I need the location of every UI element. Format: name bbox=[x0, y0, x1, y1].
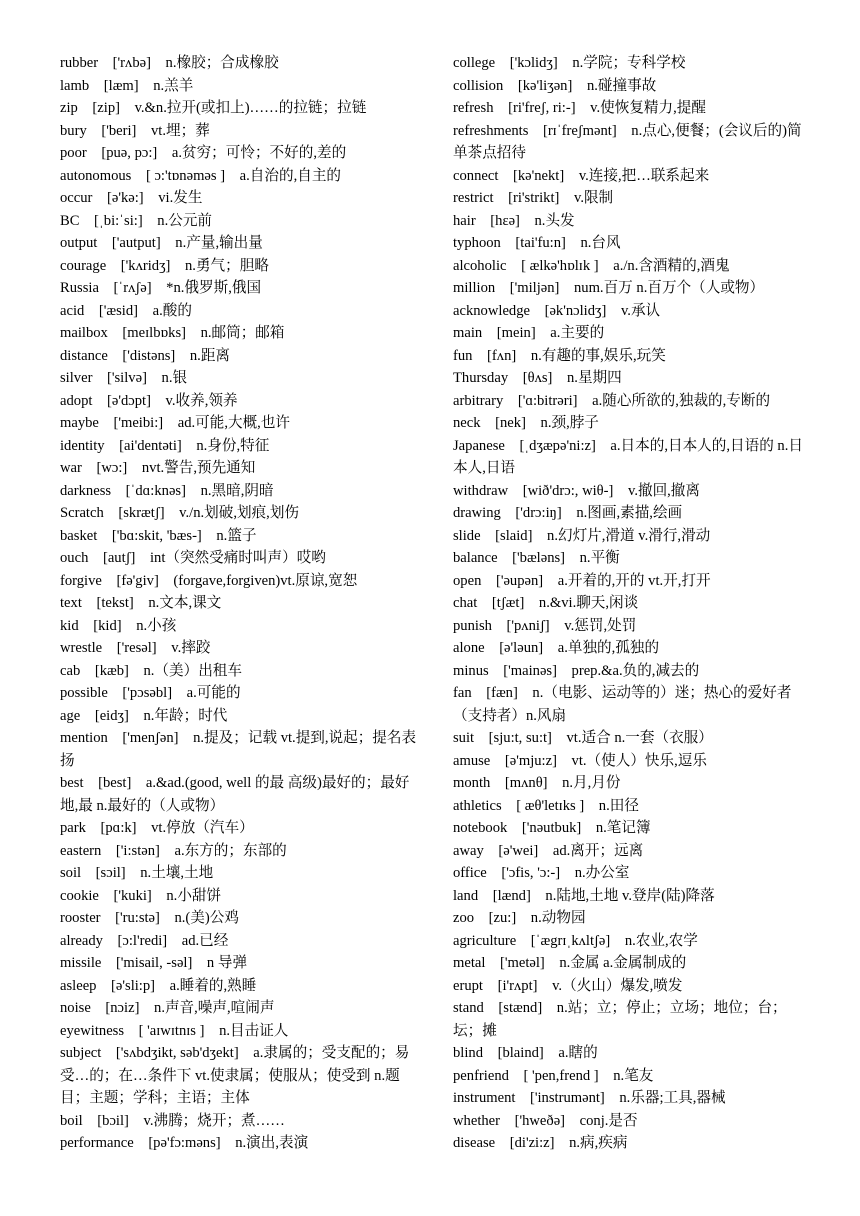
vocab-entry: away [ə'wei] ad.离开；远离 bbox=[453, 842, 644, 859]
vocab-entry: war [wɔ:] nvt.警告,预先通知 bbox=[60, 460, 256, 476]
vocab-entry: rubber ['rʌbə] n.橡胶；合成橡胶 bbox=[60, 55, 279, 71]
vocab-entry: acknowledge [ək'nɔlidʒ] v.承认 bbox=[453, 302, 661, 319]
vocab-entry: ouch [autʃ] int（突然受痛时叫声）哎哟 bbox=[60, 550, 326, 566]
vocab-entry: alone [ə'ləun] a.单独的,孤独的 bbox=[453, 640, 660, 656]
right-column bbox=[453, 52, 815, 1155]
vocab-entry: metal ['metəl] n.金属 a.金属制成的 bbox=[453, 955, 687, 971]
vocab-entry: suit [sju:t, su:t] vt.适合 n.一套（衣服） bbox=[453, 730, 713, 746]
vocab-entry: erupt [i'rʌpt] v.（火山）爆发,喷发 bbox=[453, 977, 683, 994]
vocab-entry: hair [hεə] n.头发 bbox=[453, 212, 575, 229]
vocab-entry: alcoholic [ ælkə'hɒlɪk ] a./n.含酒精的,酒鬼 bbox=[453, 257, 730, 274]
vocab-entry: forgive [fə'giv] (forgave,forgiven)vt.原谅,宽恕 bbox=[60, 572, 358, 589]
vocab-entry: eastern ['i:stən] a.东方的；东部的 bbox=[60, 842, 287, 859]
vocab-entry: cab [kæb] n.（美）出租车 bbox=[60, 662, 242, 679]
vocab-entry: minus ['mainəs] prep.&a.负的,减去的 bbox=[453, 662, 700, 679]
vocab-entry: penfriend [ 'pen,frend ] n.笔友 bbox=[453, 1067, 654, 1084]
vocab-entry: park [pɑ:k] vt.停放（汽车） bbox=[60, 820, 254, 836]
vocab-entry: neck [nek] n.颈,脖子 bbox=[453, 415, 599, 431]
vocab-entry: courage ['kʌridʒ] n.勇气；胆略 bbox=[60, 257, 269, 274]
vocab-entry: college ['kɔlidʒ] n.学院；专科学校 bbox=[453, 55, 686, 71]
vocab-entry: mention ['menʃən] n.提及；记载 vt.提到,说起；提名表扬 bbox=[60, 730, 417, 769]
vocab-entry: drawing ['drɔ:iŋ] n.图画,素描,绘画 bbox=[453, 505, 683, 521]
vocab-entry: stand [stænd] n.站；立；停止；立场；地位；台；坛；摊 bbox=[453, 1000, 787, 1039]
vocab-entry: possible ['pɔsəbl] a.可能的 bbox=[60, 685, 241, 701]
vocab-entry: month [mʌnθ] n.月,月份 bbox=[453, 775, 621, 791]
vocab-entry: whether ['hweðə] conj.是否 bbox=[453, 1112, 638, 1129]
vocab-entry: notebook ['nəutbuk] n.笔记簿 bbox=[453, 820, 651, 836]
left-column bbox=[60, 52, 422, 1155]
vocab-entry: BC [ˌbi:ˈsi:] n.公元前 bbox=[60, 212, 213, 229]
vocab-entry: Thursday [θʌs] n.星期四 bbox=[453, 370, 622, 386]
vocab-entry: refresh [ri'freʃ, ri:-] v.使恢复精力,提醒 bbox=[453, 100, 706, 116]
vocab-entry: slide [slaid] n.幻灯片,滑道 v.滑行,滑动 bbox=[453, 527, 711, 544]
vocab-entry: soil [sɔil] n.土壤,土地 bbox=[60, 865, 214, 881]
vocab-entry: lamb [læm] n.羔羊 bbox=[60, 77, 194, 94]
vocab-entry: million ['miljən] num.百万 n.百万个（人或物） bbox=[453, 280, 765, 296]
vocab-entry: wrestle ['resəl] v.摔跤 bbox=[60, 640, 211, 656]
vocab-entry: withdraw [wið'drɔ:, wiθ-] v.撤回,撤离 bbox=[453, 482, 700, 499]
vocab-entry: office ['ɔfis, 'ɔ:-] n.办公室 bbox=[453, 865, 630, 881]
vocab-entry: asleep [ə'sli:p] a.睡着的,熟睡 bbox=[60, 977, 257, 994]
vocab-entry: basket ['bɑ:skit, 'bæs-] n.篮子 bbox=[60, 527, 257, 544]
vocab-entry: zip [zip] v.&n.拉开(或扣上)……的拉链；拉链 bbox=[60, 100, 367, 116]
vocab-entry: mailbox [meɪlbɒks] n.邮筒；邮箱 bbox=[60, 325, 285, 341]
vocab-entry: zoo [zu:] n.动物园 bbox=[453, 910, 586, 926]
vocab-entry: text [tekst] n.文本,课文 bbox=[60, 595, 222, 611]
vocab-entry: Scratch [skrætʃ] v./n.划破,划痕,划伤 bbox=[60, 505, 300, 521]
vocab-entry: agriculture [ˈægrɪˌkʌltʃə] n.农业,农学 bbox=[453, 932, 698, 949]
vocab-entry: identity [ai'dentəti] n.身份,特征 bbox=[60, 437, 270, 454]
vocab-entry: noise [nɔiz] n.声音,噪声,喧闹声 bbox=[60, 1000, 275, 1016]
vocab-entry: darkness [ˈdɑ:knəs] n.黑暗,阴暗 bbox=[60, 482, 274, 499]
vocab-entry: connect [kə'nekt] v.连接,把…联系起来 bbox=[453, 167, 710, 184]
vocab-entry: fun [fʌn] n.有趣的事,娱乐,玩笑 bbox=[453, 347, 666, 364]
vocab-entry: cookie ['kuki] n.小甜饼 bbox=[60, 887, 222, 904]
vocab-entry: already [ɔ:l'redi] ad.已经 bbox=[60, 932, 229, 949]
vocab-entry: amuse [ə'mju:z] vt.（使人）快乐,逗乐 bbox=[453, 752, 707, 769]
vocab-entry: Russia [ˈrʌʃə] *n.俄罗斯,俄国 bbox=[60, 280, 262, 296]
vocab-entry: age [eidʒ] n.年龄；时代 bbox=[60, 707, 228, 724]
vocab-entry: occur [ə'kə:] vi.发生 bbox=[60, 190, 203, 206]
vocab-entry: missile ['misail, -səl] n 导弹 bbox=[60, 955, 248, 971]
vocab-entry: typhoon [tai'fu:n] n.台风 bbox=[453, 235, 621, 251]
vocab-entry: bury ['beri] vt.埋；葬 bbox=[60, 122, 210, 139]
vocab-entry: collision [kə'liʒən] n.碰撞事故 bbox=[453, 77, 657, 94]
vocab-entry: distance ['distəns] n.距离 bbox=[60, 347, 231, 364]
vocab-entry: fan [fæn] n.（电影、运动等的）迷；热心的爱好者（支持者）n.风扇 bbox=[453, 685, 792, 724]
vocab-entry: instrument ['instrumənt] n.乐器;工具,器械 bbox=[453, 1090, 726, 1106]
vocab-entry: Japanese [ˌdʒæpə'ni:z] a.日本的,日本人的,日语的 n.日本人,日语 bbox=[453, 437, 803, 476]
vocab-entry: refreshments [rɪˈfreʃmənt] n.点心,便餐；(会议后的)简单茶点招待 bbox=[453, 122, 802, 161]
vocab-entry: best [best] a.&ad.(good, well 的最 高级)最好的；最好地,最 n.最好的（人或物） bbox=[60, 775, 410, 814]
vocab-entry: maybe ['meibi:] ad.可能,大概,也许 bbox=[60, 415, 291, 431]
vocab-entry: athletics [ æθ'letɪks ] n.田径 bbox=[453, 797, 639, 814]
vocab-entry: balance ['bæləns] n.平衡 bbox=[453, 550, 620, 566]
vocab-entry: blind [blaind] a.瞎的 bbox=[453, 1045, 598, 1061]
vocab-entry: land [lænd] n.陆地,土地 v.登岸(陆)降落 bbox=[453, 887, 715, 904]
vocab-entry: rooster ['ru:stə] n.(美)公鸡 bbox=[60, 910, 239, 926]
vocab-entry: subject ['sʌbdʒikt, səb'dʒekt] a.隶属的；受支配的；易受…的；在…条件下 vt.使隶属；使服从；使受到 n.题目；主题；学科；主语；主体 bbox=[60, 1045, 410, 1106]
vocab-entry: arbitrary ['ɑ:bitrəri] a.随心所欲的,独裁的,专断的 bbox=[453, 392, 771, 409]
vocab-entry: kid [kid] n.小孩 bbox=[60, 617, 177, 634]
vocab-entry: disease [di'zi:z] n.病,疾病 bbox=[453, 1135, 628, 1151]
vocab-entry: open ['əupən] a.开着的,开的 vt.开,打开 bbox=[453, 572, 711, 589]
vocab-entry: boil [bɔil] v.沸腾；烧开；煮…… bbox=[60, 1112, 285, 1129]
vocab-entry: poor [puə, pɔ:] a.贫穷；可怜；不好的,差的 bbox=[60, 145, 347, 161]
vocab-entry: chat [tʃæt] n.&vi.聊天,闲谈 bbox=[453, 595, 639, 611]
vocab-entry: punish ['pʌniʃ] v.惩罚,处罚 bbox=[453, 617, 637, 634]
vocab-entry: output ['autput] n.产量,输出量 bbox=[60, 235, 263, 251]
vocab-entry: eyewitness [ 'aɪwɪtnɪs ] n.目击证人 bbox=[60, 1022, 289, 1039]
vocab-entry: restrict [ri'strikt] v.限制 bbox=[453, 190, 614, 206]
vocab-entry: main [mein] a.主要的 bbox=[453, 325, 605, 341]
vocab-entry: autonomous [ ɔ:'tɒnəməs ] a.自治的,自主的 bbox=[60, 167, 342, 184]
vocab-entry: performance [pə'fɔ:məns] n.演出,表演 bbox=[60, 1135, 309, 1151]
vocab-entry: adopt [ə'dɔpt] v.收养,领养 bbox=[60, 392, 238, 409]
vocab-entry: acid ['æsid] a.酸的 bbox=[60, 302, 192, 319]
vocab-entry: silver ['silvə] n.银 bbox=[60, 370, 188, 386]
